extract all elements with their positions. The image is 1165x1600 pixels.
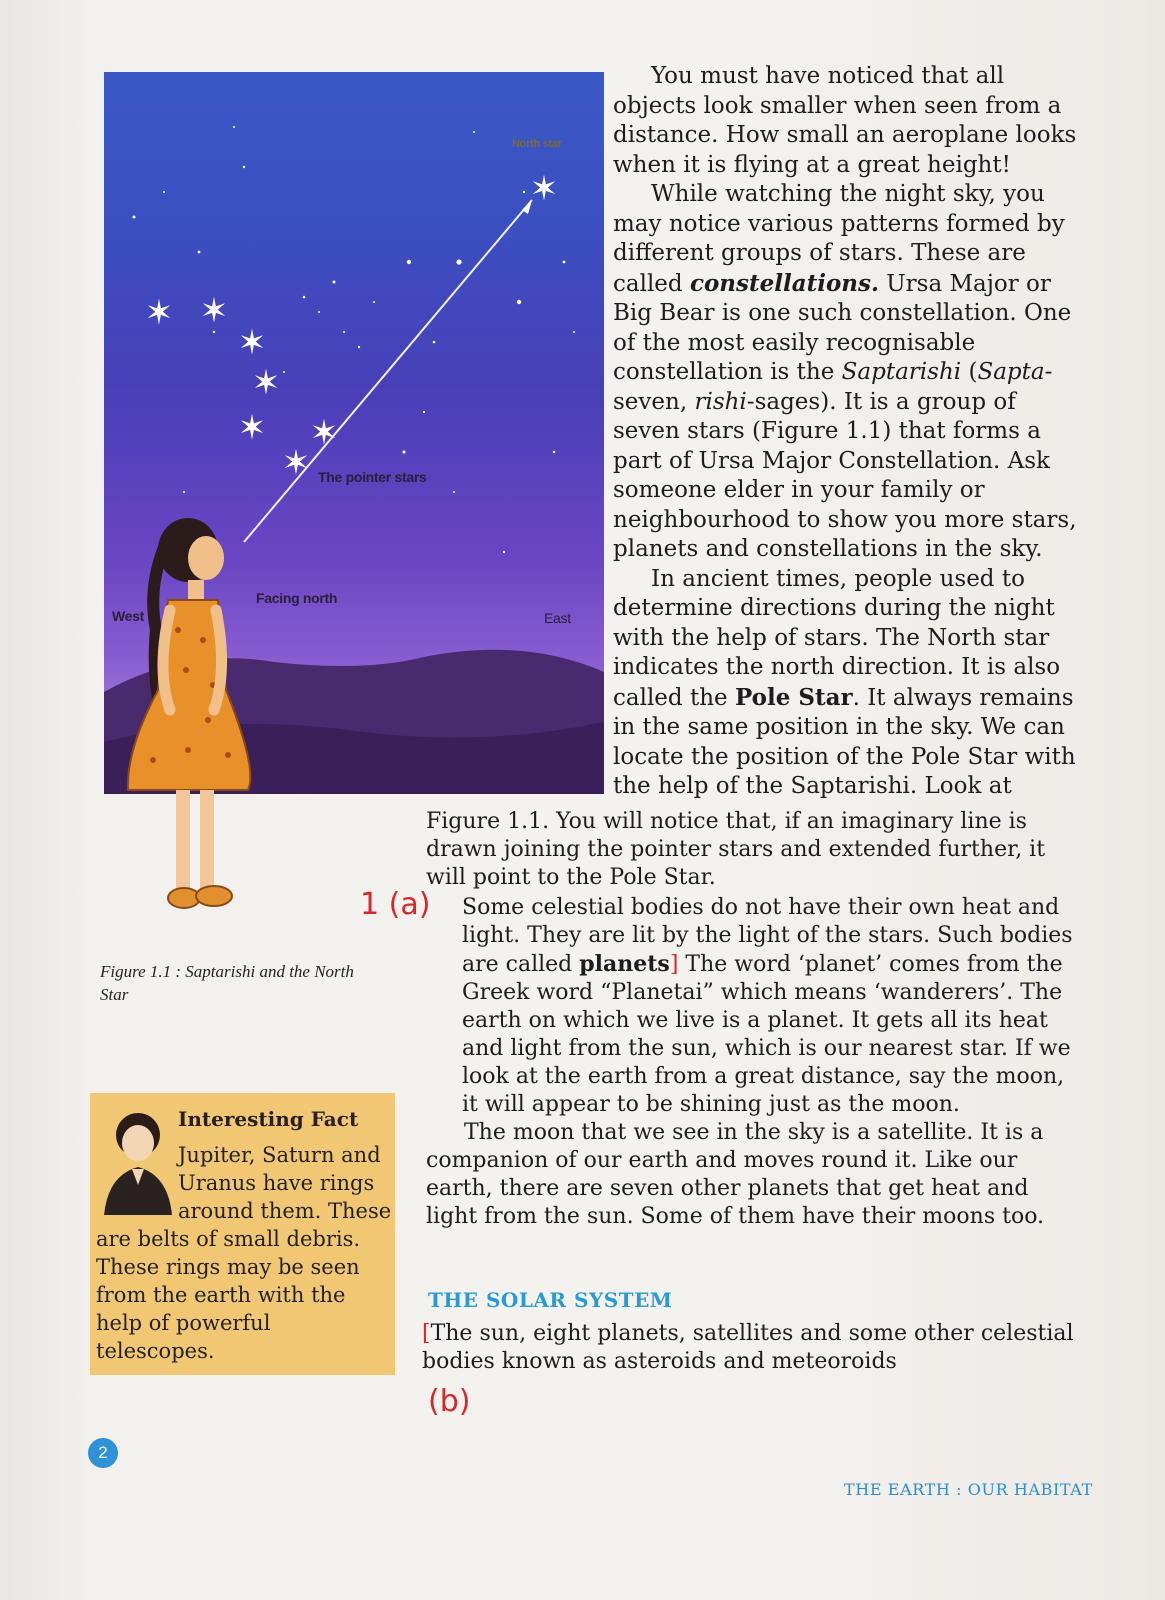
pointer-line <box>244 200 532 542</box>
annotation-a: 1 (a) <box>360 887 431 922</box>
p2-text-e: -sages). It is a group of seven stars (Figure 1.1) that forms a part of Ursa Major Constellation. Ask someone elder in your family or neighbourhood to show you more stars, planets and constellations in the sky. <box>613 388 1077 562</box>
p3-text-b: . It always remains in the same position in the sky. We can locate the position of the Pole Star with the help of the Saptarishi. Look at <box>613 684 1076 799</box>
solar-system-paragraph <box>422 1320 1082 1376</box>
saptarishi-stars <box>145 169 559 483</box>
west-label: West <box>112 608 144 624</box>
term-sapta: Sapta <box>977 359 1045 385</box>
svg-text:✶: ✶ <box>529 169 559 209</box>
figure-caption: Figure 1.1 : Saptarishi and the North Star <box>100 962 354 1004</box>
paragraph-5: The moon that we see in the sky is a satellite. It is a companion of our earth and moves round it. Like our earth, there are seven other planets that get heat and light from the sun. Some of them have their moons too. <box>426 1120 1045 1229</box>
paragraph-4 <box>426 894 1086 1119</box>
fact-line-3: around them. These <box>178 1199 392 1223</box>
small-stars <box>133 126 576 553</box>
svg-text:✶: ✶ <box>251 363 281 403</box>
right-column <box>613 62 1089 802</box>
north-star-label: North star <box>512 138 562 150</box>
p2-text-a: While watching the night sky, you may notice various patterns formed by different groups of stars. These are called <box>613 181 1065 297</box>
east-label: East <box>544 610 571 626</box>
paragraph-3-continued: Figure 1.1. You will notice that, if an imaginary line is drawn joining the pointer stars and extended further, it will point to the Pole Star. <box>426 809 1046 890</box>
paragraph-6 <box>422 1320 1082 1376</box>
facing-north-label: Facing north <box>256 590 338 606</box>
term-constellations: constellations. <box>689 269 879 297</box>
paragraph-3 <box>613 565 1089 802</box>
p4-text-b: The word ‘planet’ comes from the Greek word “Planetai” which means ‘wanderers’. The earth on which we live is a planet. It gets all its heat and light from the sun, which is our nearest star. If we look at the earth from a great distance, say the moon, it will appear to be shining just as the moon. <box>462 952 1071 1117</box>
term-pole-star: Pole Star <box>734 683 853 711</box>
svg-text:✶: ✶ <box>144 293 174 333</box>
term-saptarishi: Saptarishi <box>841 359 962 385</box>
paragraph-2 <box>613 180 1089 565</box>
svg-text:✶: ✶ <box>237 408 267 448</box>
p2-text-b: Ursa Major or Big Bear is one such constellation. One of the most easily recognisable constellation is the <box>613 270 1072 385</box>
section-heading-solar-system: THE SOLAR SYSTEM <box>428 1288 673 1312</box>
fact-heading: Interesting Fact <box>178 1107 359 1131</box>
fact-line-2: Uranus have rings <box>178 1171 375 1195</box>
interesting-fact-box <box>90 1093 395 1375</box>
footer-title: THE EARTH : OUR HABITAT <box>844 1480 1093 1499</box>
red-open-bracket: [ <box>422 1321 431 1346</box>
svg-text:✶: ✶ <box>237 323 267 363</box>
p3-text-a: In ancient times, people used to determine directions during the night with the help of stars. The North star indicates the north direction. It is also called the <box>613 565 1061 711</box>
red-bracket: ] <box>669 952 679 977</box>
term-planets: planets <box>579 951 670 977</box>
p2-text-d: -seven, <box>613 359 1053 415</box>
annotation-b: (b) <box>428 1384 471 1419</box>
paragraph-1: You must have noticed that all objects look smaller when seen from a distance. How small an aeroplane looks when it is flying at a great height! <box>613 63 1077 178</box>
svg-text:✶: ✶ <box>281 443 311 483</box>
fact-line-1: Jupiter, Saturn and <box>178 1143 381 1167</box>
textbook-page <box>8 0 1148 1600</box>
fact-rest: are belts of small debris. These rings may be seen from the earth with the help of powerful telescopes. <box>96 1227 361 1363</box>
p6-text: The sun, eight planets, satellites and some other celestial bodies known as asteroids and meteoroids <box>422 1321 1074 1374</box>
fact-body <box>96 1141 392 1365</box>
p2-text-c: ( <box>961 359 978 385</box>
term-rishi: rishi <box>694 388 747 415</box>
pointer-stars-label: The pointer stars <box>318 469 427 485</box>
girl-illustration <box>108 510 278 930</box>
page-number: 2 <box>88 1438 118 1468</box>
svg-text:✶: ✶ <box>199 291 229 331</box>
p4-text-a: Some celestial bodies do not have their own heat and light. They are lit by the light of the stars. Such bodies are called <box>462 895 1073 977</box>
svg-text:✶: ✶ <box>309 413 339 453</box>
wide-column <box>426 808 1086 1231</box>
